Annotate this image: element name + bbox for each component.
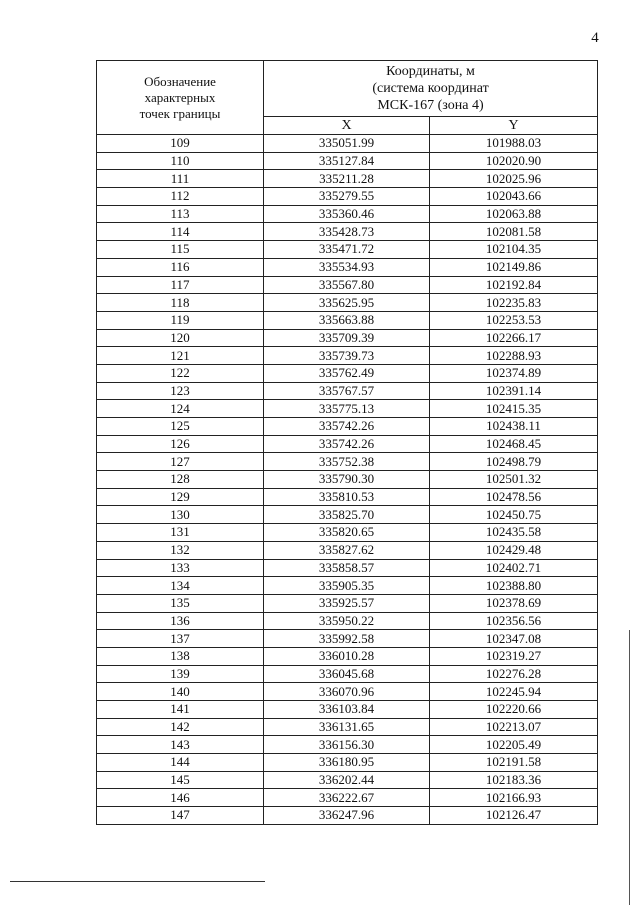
y-coordinate-cell: 102220.66 — [430, 701, 598, 719]
point-id-cell: 143 — [97, 736, 264, 754]
point-id-cell: 130 — [97, 506, 264, 524]
x-column-header: X — [264, 117, 430, 135]
y-coordinate-cell: 102435.58 — [430, 524, 598, 542]
point-id-cell: 137 — [97, 630, 264, 648]
point-id-cell: 129 — [97, 488, 264, 506]
x-coordinate-cell: 335279.55 — [264, 188, 430, 206]
y-coordinate-cell: 102468.45 — [430, 435, 598, 453]
point-id-cell: 117 — [97, 276, 264, 294]
x-coordinate-cell: 336131.65 — [264, 718, 430, 736]
y-coordinate-cell: 102063.88 — [430, 205, 598, 223]
y-coordinate-cell: 102438.11 — [430, 418, 598, 436]
y-coordinate-cell: 102104.35 — [430, 241, 598, 259]
point-id-cell: 122 — [97, 364, 264, 382]
x-coordinate-cell: 336070.96 — [264, 683, 430, 701]
y-coordinate-cell: 102347.08 — [430, 630, 598, 648]
x-coordinate-cell: 336202.44 — [264, 771, 430, 789]
point-header-line-3: точек границы — [139, 105, 221, 121]
table-row — [97, 329, 598, 347]
table-row — [97, 241, 598, 259]
table-row — [97, 630, 598, 648]
x-coordinate-cell: 335767.57 — [264, 382, 430, 400]
x-coordinate-cell: 336010.28 — [264, 647, 430, 665]
table-row — [97, 135, 598, 153]
x-coordinate-cell: 335810.53 — [264, 488, 430, 506]
point-id-cell: 112 — [97, 188, 264, 206]
x-coordinate-cell: 335051.99 — [264, 135, 430, 153]
table-body — [97, 135, 598, 825]
table-row — [97, 152, 598, 170]
x-coordinate-cell: 335709.39 — [264, 329, 430, 347]
table-row — [97, 718, 598, 736]
x-coordinate-cell: 335127.84 — [264, 152, 430, 170]
footer-rule — [10, 881, 265, 882]
table-row — [97, 294, 598, 312]
point-id-cell: 111 — [97, 170, 264, 188]
point-header-line-2: характерных — [144, 89, 216, 105]
point-id-cell: 131 — [97, 524, 264, 542]
y-coordinate-cell: 102205.49 — [430, 736, 598, 754]
coords-header-line-3: МСК-167 (зона 4) — [377, 98, 484, 113]
y-coordinate-cell: 102025.96 — [430, 170, 598, 188]
table-row — [97, 683, 598, 701]
table-row — [97, 382, 598, 400]
y-coordinate-cell: 102429.48 — [430, 541, 598, 559]
table-row — [97, 647, 598, 665]
coordinates-table — [96, 60, 598, 825]
y-coordinate-cell: 102450.75 — [430, 506, 598, 524]
point-id-cell: 134 — [97, 577, 264, 595]
y-coordinate-cell: 102498.79 — [430, 453, 598, 471]
point-designation-header — [97, 61, 264, 135]
x-coordinate-cell: 336103.84 — [264, 701, 430, 719]
point-header-line-1: Обозначение — [144, 73, 216, 89]
y-coordinate-cell: 102266.17 — [430, 329, 598, 347]
x-coordinate-cell: 335827.62 — [264, 541, 430, 559]
x-coordinate-cell: 335471.72 — [264, 241, 430, 259]
y-coordinate-cell: 102378.69 — [430, 594, 598, 612]
point-id-cell: 144 — [97, 754, 264, 772]
point-id-cell: 115 — [97, 241, 264, 259]
table-row — [97, 577, 598, 595]
coordinates-header — [264, 61, 598, 117]
table-row — [97, 488, 598, 506]
table-row — [97, 188, 598, 206]
x-coordinate-cell: 335211.28 — [264, 170, 430, 188]
point-id-cell: 139 — [97, 665, 264, 683]
y-coordinate-cell: 101988.03 — [430, 135, 598, 153]
table-row — [97, 400, 598, 418]
table-row — [97, 364, 598, 382]
y-coordinate-cell: 102081.58 — [430, 223, 598, 241]
point-id-cell: 147 — [97, 807, 264, 825]
x-coordinate-cell: 335739.73 — [264, 347, 430, 365]
table-row — [97, 807, 598, 825]
table-row — [97, 258, 598, 276]
table-row — [97, 435, 598, 453]
y-coordinate-cell: 102388.80 — [430, 577, 598, 595]
y-coordinate-cell: 102253.53 — [430, 311, 598, 329]
x-coordinate-cell: 335775.13 — [264, 400, 430, 418]
point-id-cell: 138 — [97, 647, 264, 665]
y-coordinate-cell: 102020.90 — [430, 152, 598, 170]
point-id-cell: 132 — [97, 541, 264, 559]
coords-header-line-2: (система координат — [372, 81, 489, 96]
y-coordinate-cell: 102191.58 — [430, 754, 598, 772]
x-coordinate-cell: 335858.57 — [264, 559, 430, 577]
table-row — [97, 453, 598, 471]
table-row — [97, 276, 598, 294]
y-coordinate-cell: 102374.89 — [430, 364, 598, 382]
point-id-cell: 140 — [97, 683, 264, 701]
y-coordinate-cell: 102183.36 — [430, 771, 598, 789]
x-coordinate-cell: 335360.46 — [264, 205, 430, 223]
table-row — [97, 612, 598, 630]
point-id-cell: 118 — [97, 294, 264, 312]
table-row — [97, 205, 598, 223]
y-coordinate-cell: 102245.94 — [430, 683, 598, 701]
table-row — [97, 506, 598, 524]
table-row — [97, 418, 598, 436]
y-coordinate-cell: 102126.47 — [430, 807, 598, 825]
x-coordinate-cell: 335762.49 — [264, 364, 430, 382]
y-coordinate-cell: 102415.35 — [430, 400, 598, 418]
point-id-cell: 114 — [97, 223, 264, 241]
y-coordinate-cell: 102166.93 — [430, 789, 598, 807]
x-coordinate-cell: 335567.80 — [264, 276, 430, 294]
point-id-cell: 113 — [97, 205, 264, 223]
x-coordinate-cell: 335825.70 — [264, 506, 430, 524]
x-coordinate-cell: 336247.96 — [264, 807, 430, 825]
point-id-cell: 127 — [97, 453, 264, 471]
x-coordinate-cell: 335742.26 — [264, 435, 430, 453]
table-row — [97, 471, 598, 489]
point-id-cell: 133 — [97, 559, 264, 577]
table-row — [97, 754, 598, 772]
point-id-cell: 125 — [97, 418, 264, 436]
y-coordinate-cell: 102356.56 — [430, 612, 598, 630]
y-coordinate-cell: 102213.07 — [430, 718, 598, 736]
y-coordinate-cell: 102149.86 — [430, 258, 598, 276]
point-id-cell: 135 — [97, 594, 264, 612]
y-coordinate-cell: 102288.93 — [430, 347, 598, 365]
y-coordinate-cell: 102391.14 — [430, 382, 598, 400]
x-coordinate-cell: 335663.88 — [264, 311, 430, 329]
table-row — [97, 170, 598, 188]
y-coordinate-cell: 102192.84 — [430, 276, 598, 294]
x-coordinate-cell: 335752.38 — [264, 453, 430, 471]
point-id-cell: 116 — [97, 258, 264, 276]
y-coordinate-cell: 102276.28 — [430, 665, 598, 683]
x-coordinate-cell: 335905.35 — [264, 577, 430, 595]
table-row — [97, 789, 598, 807]
point-id-cell: 121 — [97, 347, 264, 365]
table-row — [97, 594, 598, 612]
point-id-cell: 126 — [97, 435, 264, 453]
point-id-cell: 145 — [97, 771, 264, 789]
coords-header-line-1: Координаты, м — [386, 64, 475, 79]
table-row — [97, 347, 598, 365]
point-id-cell: 109 — [97, 135, 264, 153]
point-id-cell: 123 — [97, 382, 264, 400]
x-coordinate-cell: 335950.22 — [264, 612, 430, 630]
x-coordinate-cell: 335790.30 — [264, 471, 430, 489]
x-coordinate-cell: 336222.67 — [264, 789, 430, 807]
page-edge-line — [629, 630, 630, 905]
y-coordinate-cell: 102478.56 — [430, 488, 598, 506]
y-column-header: Y — [430, 117, 598, 135]
x-coordinate-cell: 336156.30 — [264, 736, 430, 754]
point-id-cell: 141 — [97, 701, 264, 719]
x-coordinate-cell: 335925.57 — [264, 594, 430, 612]
table-row — [97, 311, 598, 329]
y-coordinate-cell: 102319.27 — [430, 647, 598, 665]
table-row — [97, 736, 598, 754]
x-coordinate-cell: 336045.68 — [264, 665, 430, 683]
x-coordinate-cell: 335625.95 — [264, 294, 430, 312]
table-row — [97, 541, 598, 559]
x-coordinate-cell: 335992.58 — [264, 630, 430, 648]
point-id-cell: 146 — [97, 789, 264, 807]
table-row — [97, 223, 598, 241]
point-id-cell: 119 — [97, 311, 264, 329]
point-id-cell: 142 — [97, 718, 264, 736]
x-coordinate-cell: 335820.65 — [264, 524, 430, 542]
point-id-cell: 128 — [97, 471, 264, 489]
point-id-cell: 110 — [97, 152, 264, 170]
table-row — [97, 559, 598, 577]
x-coordinate-cell: 335534.93 — [264, 258, 430, 276]
x-coordinate-cell: 335742.26 — [264, 418, 430, 436]
y-coordinate-cell: 102402.71 — [430, 559, 598, 577]
point-id-cell: 120 — [97, 329, 264, 347]
page-number: 4 — [591, 30, 599, 46]
point-id-cell: 124 — [97, 400, 264, 418]
y-coordinate-cell: 102501.32 — [430, 471, 598, 489]
table-row — [97, 665, 598, 683]
y-coordinate-cell: 102235.83 — [430, 294, 598, 312]
y-coordinate-cell: 102043.66 — [430, 188, 598, 206]
x-coordinate-cell: 335428.73 — [264, 223, 430, 241]
table-row — [97, 524, 598, 542]
x-coordinate-cell: 336180.95 — [264, 754, 430, 772]
table-row — [97, 771, 598, 789]
point-id-cell: 136 — [97, 612, 264, 630]
table-row — [97, 701, 598, 719]
